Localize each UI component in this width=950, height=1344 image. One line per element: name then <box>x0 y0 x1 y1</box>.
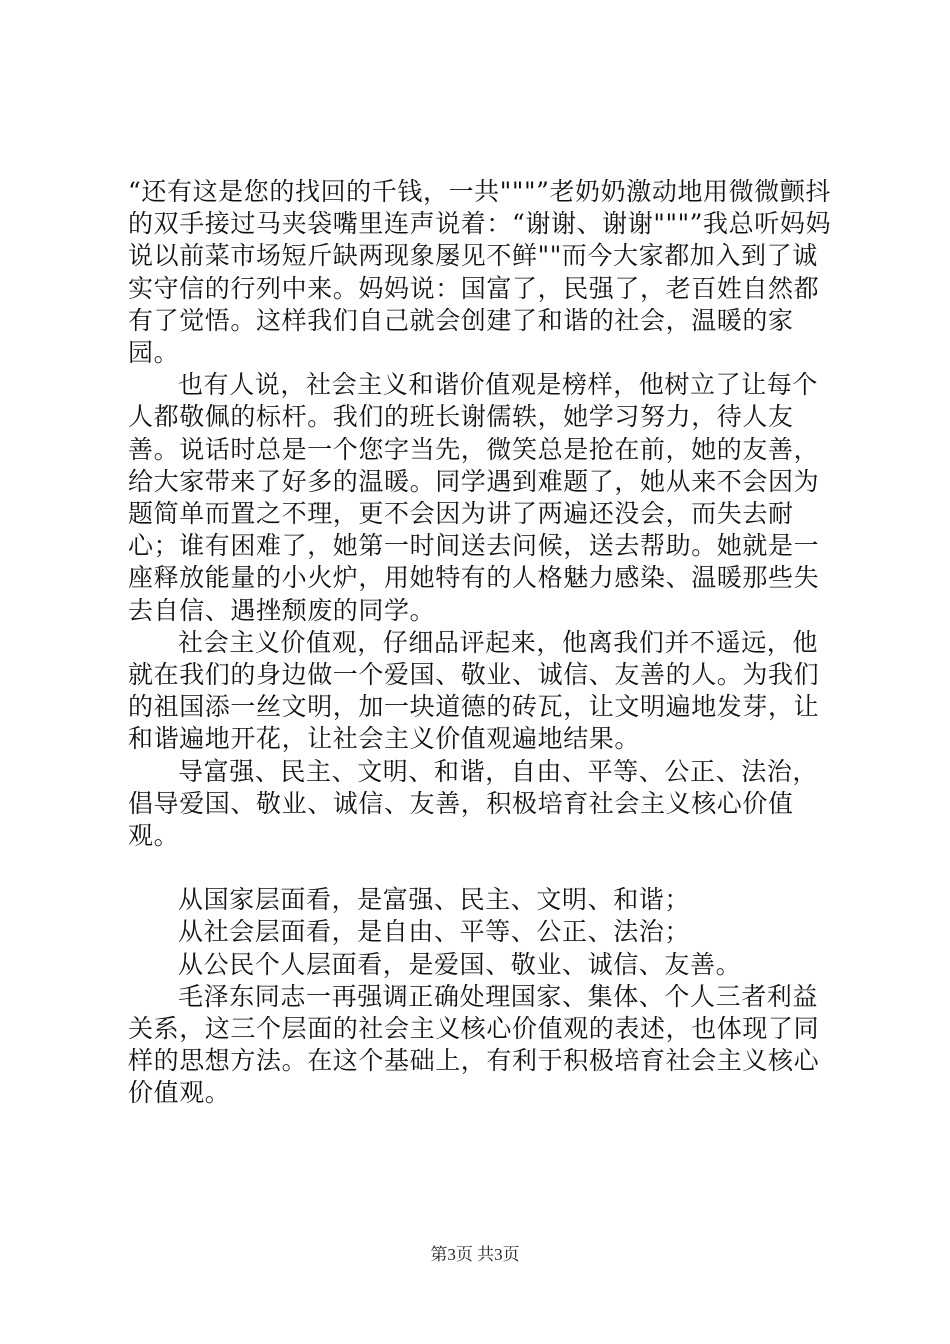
paragraph-6: 从社会层面看，是自由、平等、公正、法治； <box>178 917 691 947</box>
document-body <box>128 176 838 1110</box>
page-footer: 第3页 共3页 <box>430 1245 520 1264</box>
paragraph-4: 导富强、民主、文明、和谐，自由、平等、公正、法治，倡导爱国、敬业、诚信、友善，积极培育社会主义核心价值观。 <box>128 756 819 851</box>
paragraph-1: “还有这是您的找回的千钱，一共"""”老奶奶激动地用微微颤抖的双手接过马夹袋嘴里连声说着：“谢谢、谢谢"""”我总听妈妈说以前菜市场短斤缺两现象屡见不鲜""而今大家都加入到了诚实守信的行列中来。妈妈说：国富了，民强了，老百姓自然都有了觉悟。这样我们自己就会创建了和谐的社会，温暖的家园。 <box>128 177 832 368</box>
paragraph-2: 也有人说，社会主义和谐价值观是榜样，他树立了让每个人都敬佩的标杆。我们的班长谢儒轶，她学习努力，待人友善。说话时总是一个您字当先，微笑总是抢在前，她的友善，给大家带来了好多的温暖。同学遇到难题了，她从来不会因为题简单而置之不理，更不会因为讲了两遍还没会，而失去耐心；谁有困难了，她第一时间送去问候，送去帮助。她就是一座释放能量的小火炉，用她特有的人格魅力感染、温暖那些失去自信、遇挫颓废的同学。 <box>128 370 820 625</box>
paragraph-spacer <box>128 852 838 884</box>
paragraph-5: 从国家层面看，是富强、民主、文明、和谐； <box>178 885 691 915</box>
paragraph-7: 从公民个人层面看，是爱国、敬业、诚信、友善。 <box>178 949 742 979</box>
paragraph-3: 社会主义价值观，仔细品评起来，他离我们并不遥远，他就在我们的身边做一个爱国、敬业、诚信、友善的人。为我们的祖国添一丝文明，加一块道德的砖瓦，让文明遍地发芽，让和谐遍地开花，让社会主义价值观遍地结果。 <box>128 627 820 754</box>
paragraph-8: 毛泽东同志一再强调正确处理国家、集体、个人三者利益关系，这三个层面的社会主义核心价值观的表述，也体现了同样的思想方法。在这个基础上，有利于积极培育社会主义核心价值观。 <box>128 981 820 1108</box>
